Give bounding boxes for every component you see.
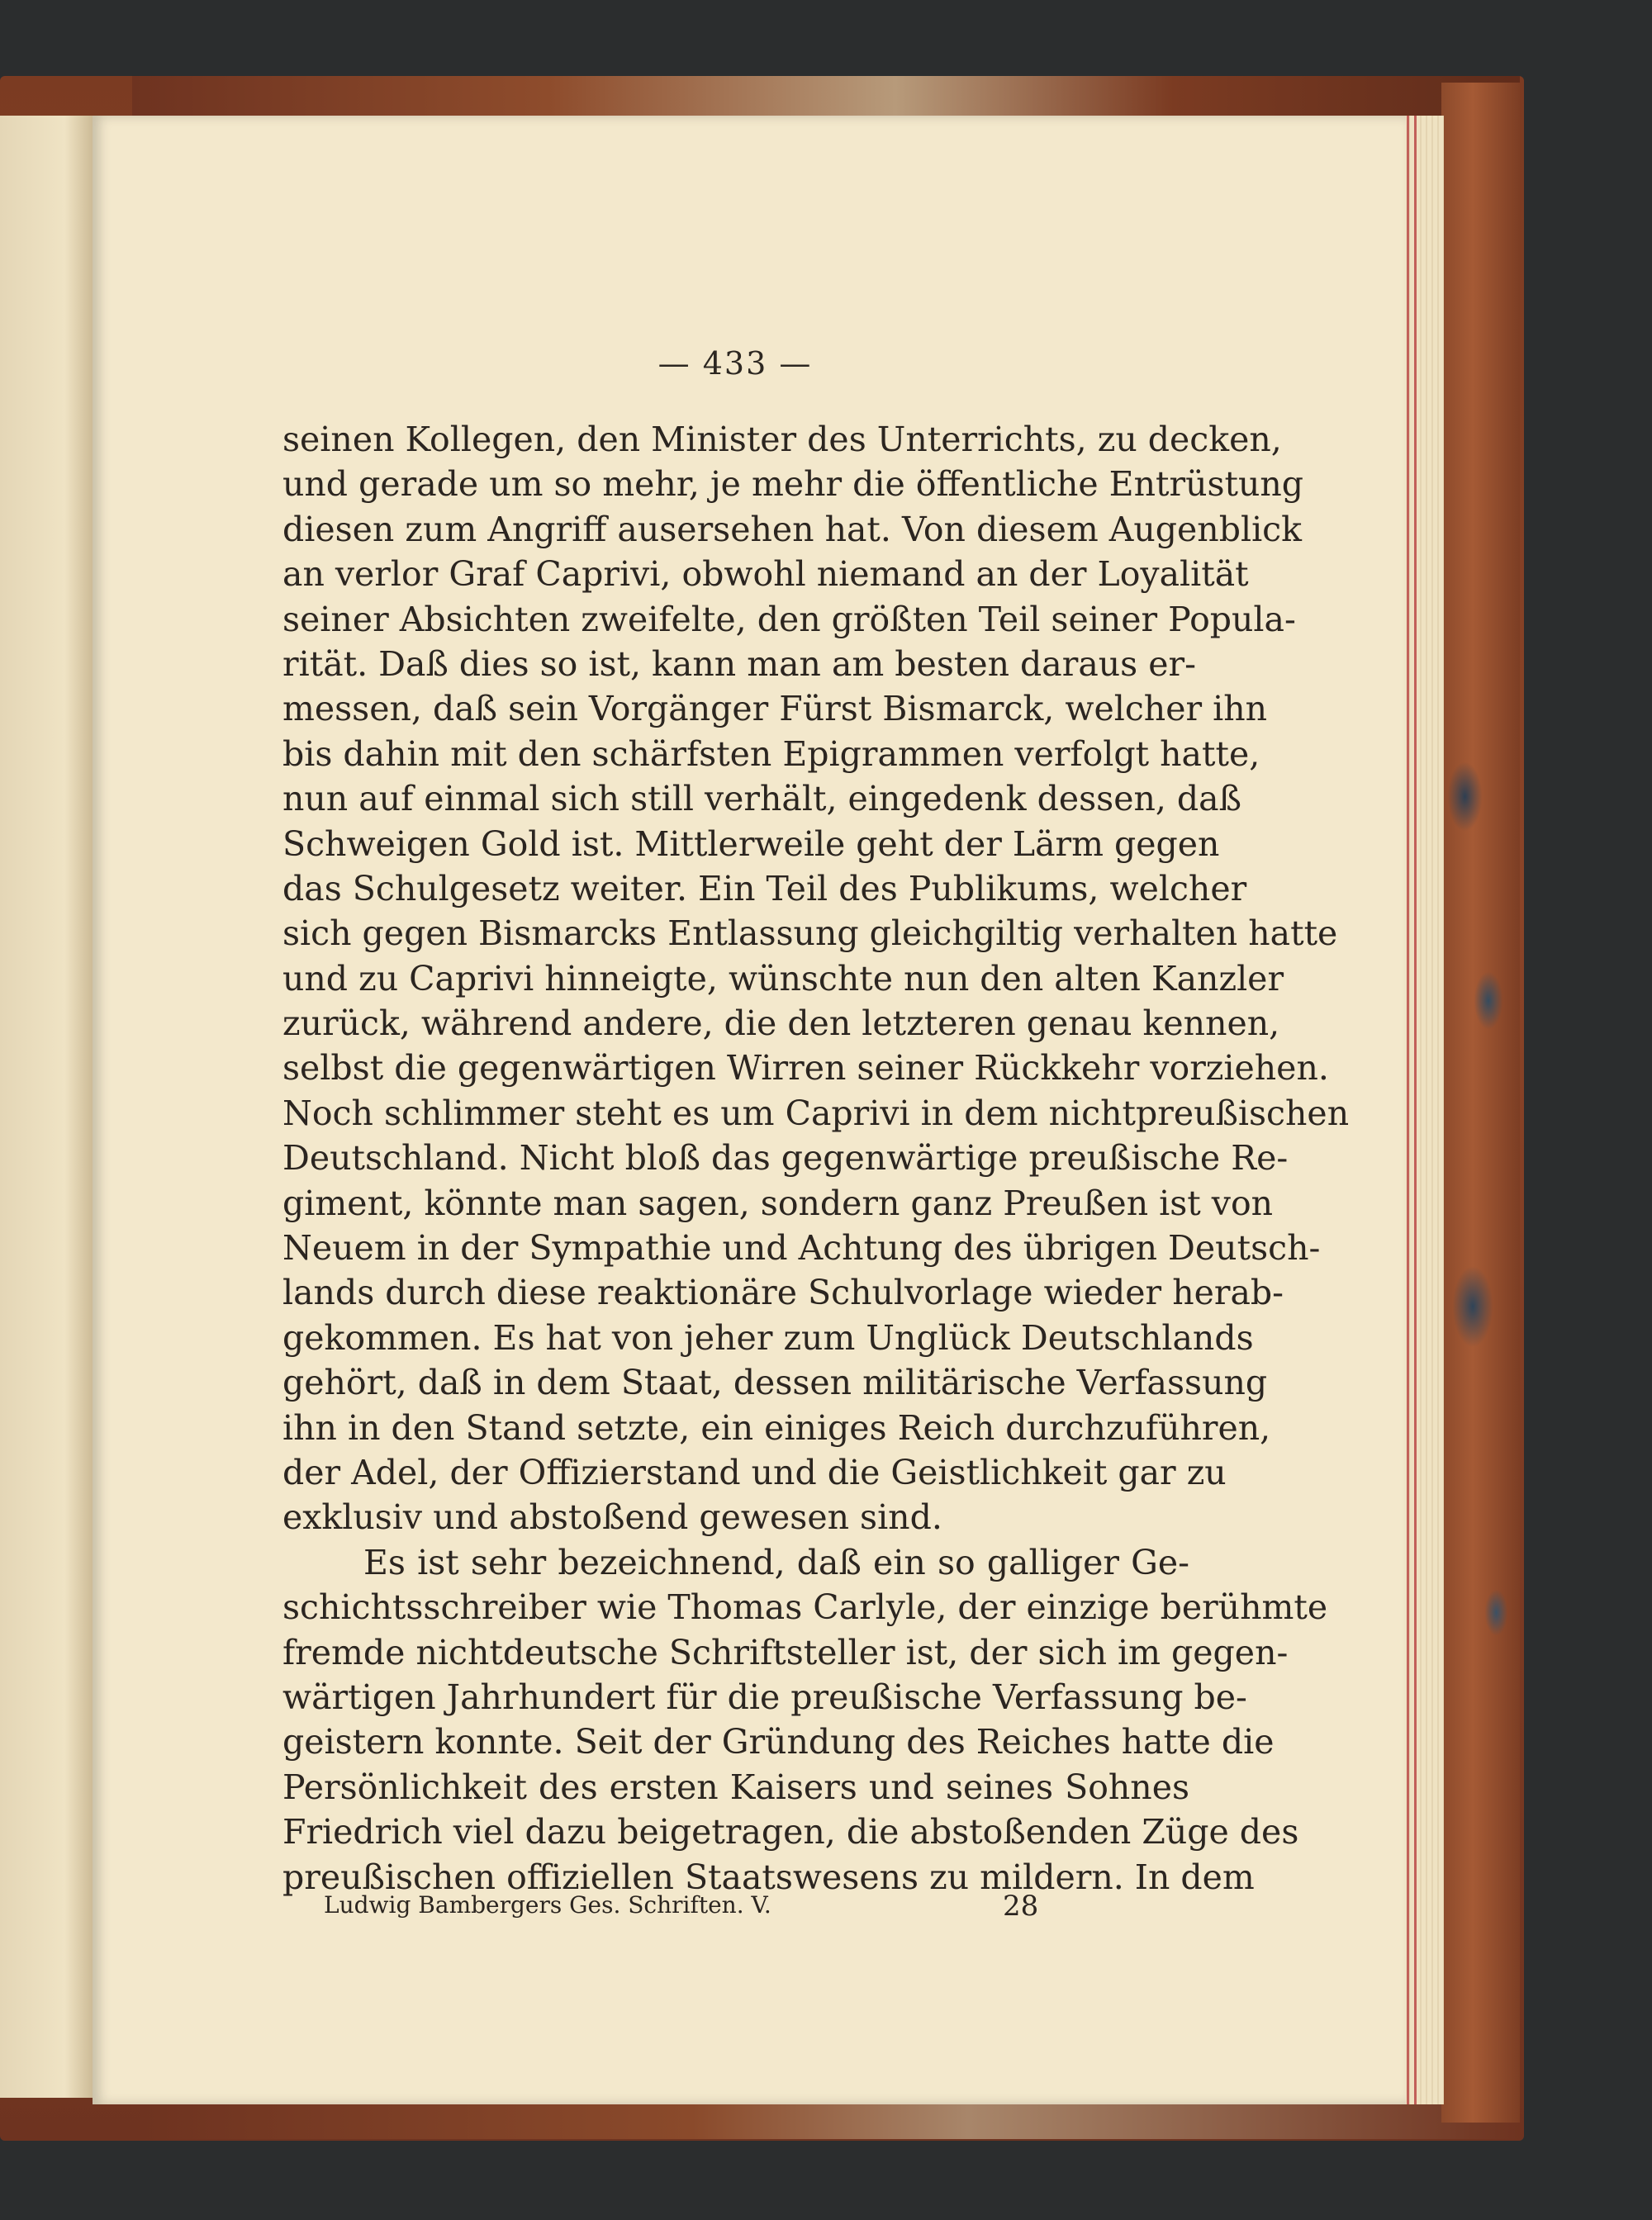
text-line: ihn in den Stand setzte, ein einiges Reich durchzuführen, bbox=[282, 1407, 1271, 1448]
text-line: nun auf einmal sich still verhält, eingedenk dessen, daß bbox=[282, 779, 1242, 819]
text-line: schichtsschreiber wie Thomas Carlyle, der einzige berühmte bbox=[282, 1587, 1328, 1628]
text-line: Persönlichkeit des ersten Kaisers und seines Sohnes bbox=[282, 1767, 1189, 1807]
page-stack bbox=[1404, 116, 1444, 2104]
marbled-edge bbox=[1441, 83, 1520, 2123]
text-line: rität. Daß dies so ist, kann man am besten daraus er- bbox=[282, 643, 1196, 684]
text-line: das Schulgesetz weiter. Ein Teil des Publikums, welcher bbox=[282, 868, 1247, 908]
text-line: und zu Caprivi hinneigte, wünschte nun den alten Kanzler bbox=[282, 958, 1284, 999]
text-line: gekommen. Es hat von jeher zum Unglück Deutschlands bbox=[282, 1317, 1254, 1358]
text-line: gehört, daß in dem Staat, dessen militärische Verfassung bbox=[282, 1363, 1268, 1403]
text-line: zurück, während andere, die den letzteren genau kennen, bbox=[282, 1003, 1280, 1044]
page-edge-line bbox=[1407, 116, 1409, 2104]
text-line: seinen Kollegen, den Minister des Unterrichts, zu decken, bbox=[282, 420, 1282, 459]
text-line: Es ist sehr bezeichnend, daß ein so galliger Ge- bbox=[363, 1542, 1189, 1582]
text-line: wärtigen Jahrhundert für die preußische Verfassung be- bbox=[282, 1677, 1247, 1717]
text-line: exklusiv und abstoßend gewesen sind. bbox=[282, 1497, 942, 1538]
text-line: lands durch diese reaktionäre Schulvorlage wieder herab- bbox=[282, 1273, 1284, 1313]
signature-mark: 28 bbox=[1003, 1890, 1039, 1923]
left-page-edge bbox=[0, 116, 93, 2098]
text-line: diesen zum Angriff ausersehen hat. Von diesem Augenblick bbox=[282, 509, 1302, 549]
text-line: Neuem in der Sympathie und Achtung des übrigen Deutsch- bbox=[282, 1228, 1321, 1269]
footer-attribution: Ludwig Bambergers Ges. Schriften. V. bbox=[324, 1891, 771, 1919]
text-line: bis dahin mit den schärfsten Epigrammen verfolgt hatte, bbox=[282, 733, 1260, 774]
text-line: preußischen offiziellen Staatswesens zu mildern. In dem bbox=[282, 1857, 1255, 1897]
text-line: selbst die gegenwärtigen Wirren seiner Rückkehr vorziehen. bbox=[282, 1048, 1329, 1089]
page-number: — 433 — bbox=[657, 345, 813, 382]
text-line: an verlor Graf Caprivi, obwohl niemand an der Loyalität bbox=[282, 554, 1249, 595]
text-line: Deutschland. Nicht bloß das gegenwärtige preußische Re- bbox=[282, 1138, 1289, 1179]
body-text bbox=[282, 417, 1350, 1900]
text-line: messen, daß sein Vorgänger Fürst Bismarck, welcher ihn bbox=[282, 689, 1268, 729]
text-line: und gerade um so mehr, je mehr die öffentliche Entrüstung bbox=[282, 464, 1304, 505]
book-top-edge bbox=[132, 76, 1520, 117]
text-line: Schweigen Gold ist. Mittlerweile geht der Lärm gegen bbox=[282, 823, 1220, 864]
text-line: der Adel, der Offizierstand und die Geistlichkeit gar zu bbox=[282, 1452, 1227, 1492]
text-line: sich gegen Bismarcks Entlassung gleichgiltig verhalten hatte bbox=[282, 913, 1338, 954]
text-line: fremde nichtdeutsche Schriftsteller ist, der sich im gegen- bbox=[282, 1632, 1289, 1672]
text-line: geistern konnte. Seit der Gründung des Reiches hatte die bbox=[282, 1722, 1275, 1762]
text-line: seiner Absichten zweifelte, den größten Teil seiner Popula- bbox=[282, 599, 1296, 639]
text-line: Noch schlimmer steht es um Caprivi in dem nichtpreußischen bbox=[282, 1093, 1350, 1133]
page-edge-line bbox=[1414, 116, 1417, 2104]
text-line: Friedrich viel dazu beigetragen, die abstoßenden Züge des bbox=[282, 1812, 1299, 1852]
text-line: giment, könnte man sagen, sondern ganz Preußen ist von bbox=[282, 1183, 1274, 1223]
